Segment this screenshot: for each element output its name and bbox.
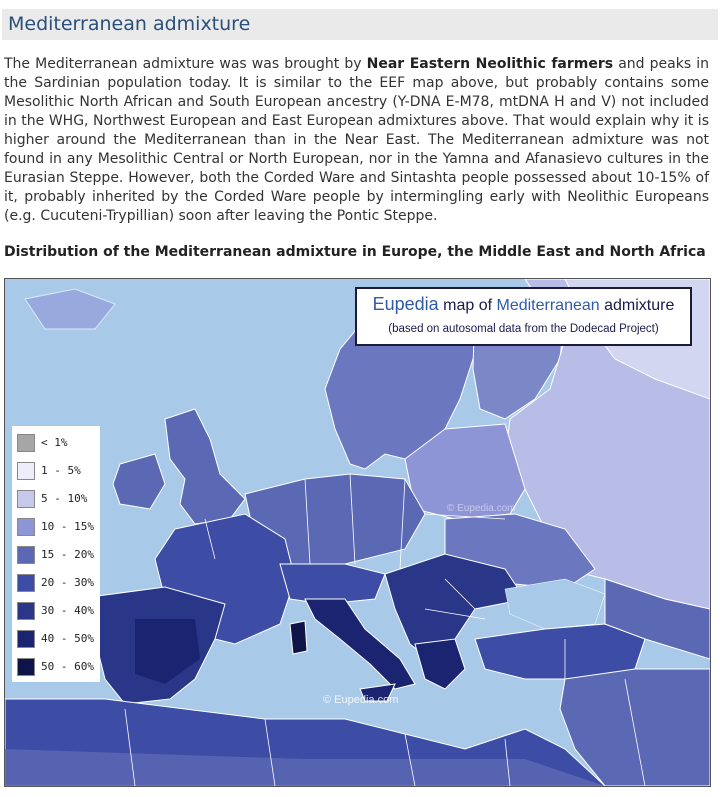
legend-label: 30 - 40% xyxy=(41,604,94,617)
legend-label: 50 - 60% xyxy=(41,660,94,673)
map-subtitle: (based on autosomal data from the Dodecad Project) xyxy=(388,323,659,335)
section-header xyxy=(2,9,718,40)
legend-swatch xyxy=(17,462,35,480)
legend-swatch xyxy=(17,434,35,452)
legend-label: 20 - 30% xyxy=(41,576,94,589)
map-title xyxy=(357,293,690,317)
legend-item xyxy=(17,574,99,594)
intro-text-rest: and peaks in the Sardinian population today. It is similar to the EEF map above, but probably contains some Mesolithic North African and South European ancestry (Y-DNA E-M78, mtDNA H and V) not included in the WHG, Northwest European and East European admixtures above. That would explain why it is higher around the Mediterranean than in the Near East. The Mediterranean admixture was not found in any Mesolithic Central or North European, nor in the Yamna and Afanasievo cultures in the Eurasian Steppe. However, both the Corded Ware and Sintashta people possessed about 10-15% of it, probably inherited by the Corded Ware people by intermingling early with Neolithic Europeans (e.g. Cucuteni-Trypillian) soon after leaving the Pontic Steppe. xyxy=(4,56,709,224)
legend-item xyxy=(17,546,99,566)
legend-label: 10 - 15% xyxy=(41,520,94,533)
map-title-mid: map of xyxy=(438,297,497,314)
section-title: Mediterranean admixture xyxy=(8,13,251,35)
map-graphic xyxy=(5,279,710,786)
legend-swatch xyxy=(17,546,35,564)
legend-label: 40 - 50% xyxy=(41,632,94,645)
map-legend xyxy=(12,426,100,682)
map-watermark-secondary: © Eupedia.com xyxy=(447,503,516,514)
map-watermark: © Eupedia.com xyxy=(323,694,399,706)
legend-item xyxy=(17,658,99,678)
legend-swatch xyxy=(17,630,35,648)
map-title-box xyxy=(355,287,692,346)
region-sardinia xyxy=(290,621,307,654)
intro-link-near-eastern-farmers[interactable]: Near Eastern Neolithic farmers xyxy=(366,56,614,72)
intro-paragraph xyxy=(4,55,709,226)
intro-text-start: The Mediterranean admixture was was brought by xyxy=(4,56,367,72)
legend-swatch xyxy=(17,574,35,592)
legend-item xyxy=(17,462,99,482)
legend-item xyxy=(17,602,99,622)
map-heading: Distribution of the Mediterranean admixture in Europe, the Middle East and North Africa xyxy=(4,244,706,260)
legend-label: 15 - 20% xyxy=(41,548,94,561)
legend-swatch xyxy=(17,658,35,676)
map-title-brand: Eupedia xyxy=(372,294,439,314)
legend-item xyxy=(17,630,99,650)
region-alps xyxy=(280,564,385,604)
legend-label: 1 - 5% xyxy=(41,464,81,477)
legend-item xyxy=(17,490,99,510)
legend-label: < 1% xyxy=(41,436,68,449)
legend-item xyxy=(17,518,99,538)
map-title-word: Mediterranean xyxy=(496,297,600,314)
legend-item xyxy=(17,434,99,454)
legend-swatch xyxy=(17,490,35,508)
map-title-end: admixture xyxy=(599,297,675,314)
admixture-map xyxy=(4,278,711,787)
legend-label: 5 - 10% xyxy=(41,492,88,505)
legend-swatch xyxy=(17,602,35,620)
legend-swatch xyxy=(17,518,35,536)
